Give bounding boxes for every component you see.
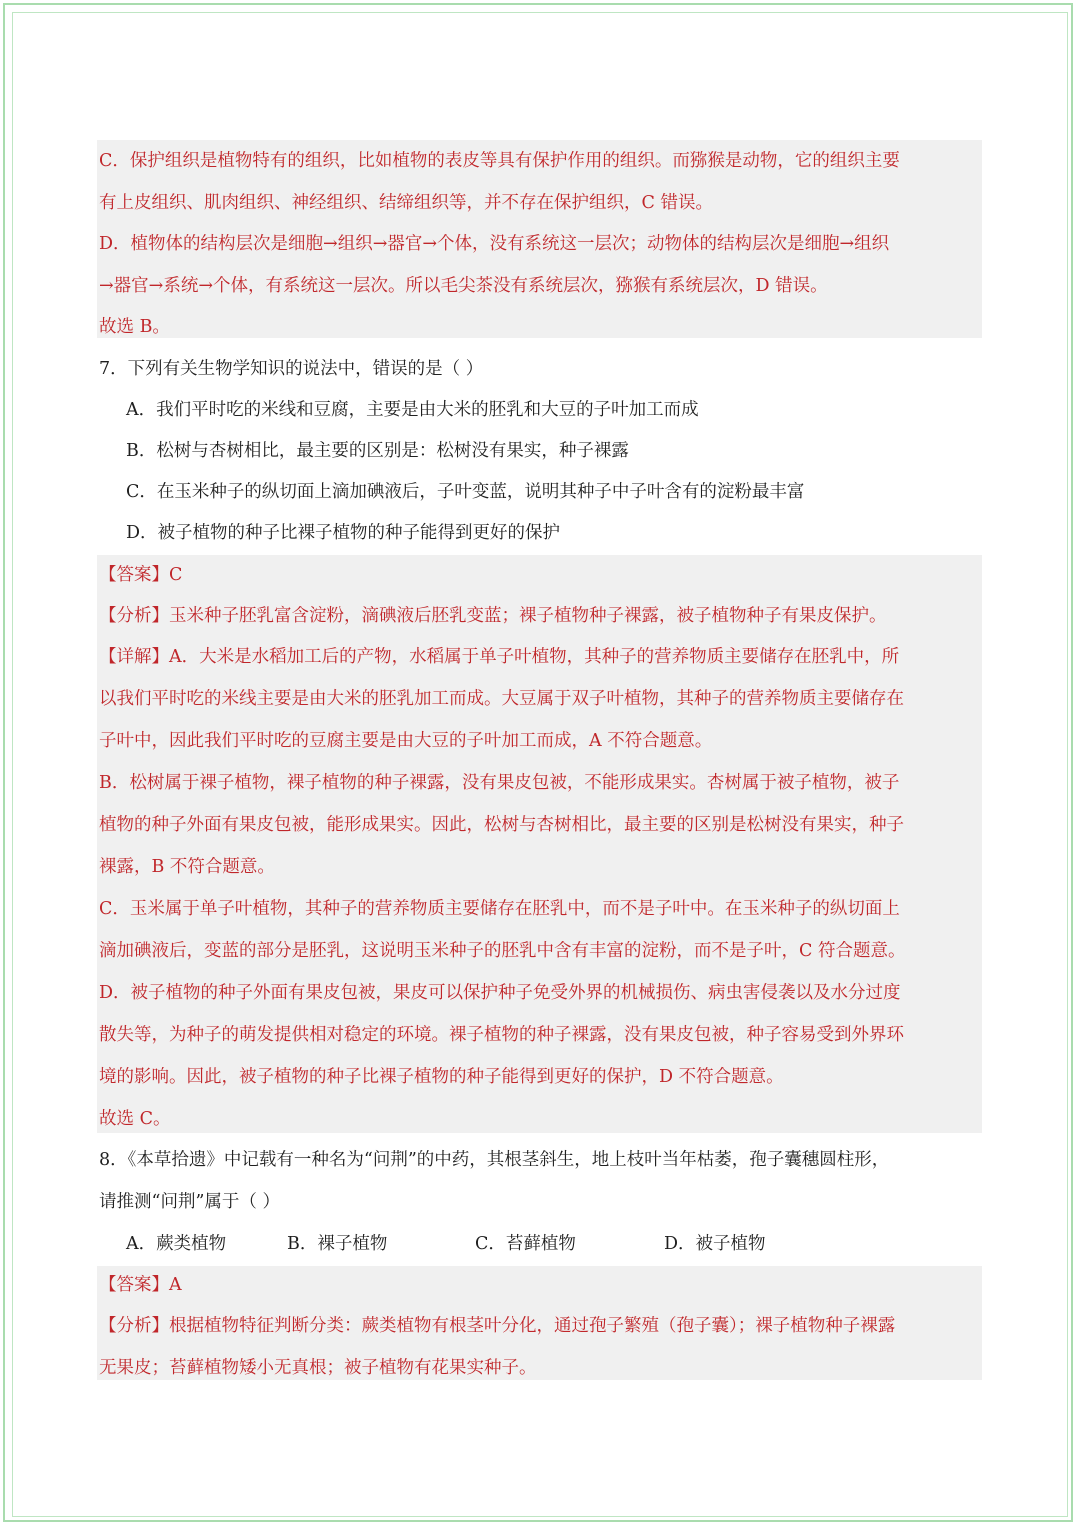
answer8-line-1: 【答案】A	[99, 1275, 182, 1295]
question-8-option-c: C．苔藓植物	[475, 1234, 576, 1254]
question-7-option-b: B．松树与杏树相比，最主要的区别是：松树没有果实，种子裸露	[126, 441, 629, 461]
answer8-line-3: 无果皮；苔藓植物矮小无真根；被子植物有花果实种子。	[99, 1358, 537, 1378]
answer6-line-5: 故选 B。	[99, 317, 170, 337]
answer7-line-13: 境的影响。因此，被子植物的种子比裸子植物的种子能得到更好的保护，D 不符合题意。	[99, 1067, 784, 1087]
answer6-line-2: 有上皮组织、肌肉组织、神经组织、结缔组织等，并不存在保护组织，C 错误。	[99, 193, 713, 213]
answer7-line-11: D．被子植物的种子外面有果皮包被，果皮可以保护种子免受外界的机械损伤、病虫害侵袭以及水分过度	[99, 983, 901, 1003]
answer6-line-3: D．植物体的结构层次是细胞→组织→器官→个体，没有系统这一层次；动物体的结构层次是细胞→组织	[99, 234, 890, 254]
answer6-line-1: C．保护组织是植物特有的组织，比如植物的表皮等具有保护作用的组织。而猕猴是动物，它的组织主要	[99, 151, 900, 171]
question-7-option-c: C．在玉米种子的纵切面上滴加碘液后，子叶变蓝，说明其种子中子叶含有的淀粉最丰富	[126, 482, 805, 502]
question-8-stem-line-2: 请推测“问荆”属于（ ）	[99, 1192, 280, 1212]
question-8-option-d: D．被子植物	[664, 1234, 766, 1254]
answer7-line-4: 以我们平时吃的米线主要是由大米的胚乳加工而成。大豆属于双子叶植物，其种子的营养物质主要储存在	[99, 689, 904, 709]
question-8-option-b: B．裸子植物	[287, 1234, 388, 1254]
answer7-line-2: 【分析】玉米种子胚乳富含淀粉，滴碘液后胚乳变蓝；裸子植物种子裸露，被子植物种子有果皮保护。	[99, 606, 887, 626]
question-7-stem: 7．下列有关生物学知识的说法中，错误的是（ ）	[99, 359, 484, 379]
question-7-option-a: A．我们平时吃的米线和豆腐，主要是由大米的胚乳和大豆的子叶加工而成	[126, 400, 699, 420]
answer6-line-4: →器官→系统→个体，有系统这一层次。所以毛尖茶没有系统层次，猕猴有系统层次，D 错误。	[99, 276, 828, 296]
answer7-line-7: 植物的种子外面有果皮包被，能形成果实。因此，松树与杏树相比，最主要的区别是松树没有果实，种子	[99, 815, 904, 835]
answer8-line-2: 【分析】根据植物特征判断分类：蕨类植物有根茎叶分化，通过孢子繁殖（孢子囊）；裸子植物种子裸露	[99, 1316, 896, 1336]
question-7-option-d: D．被子植物的种子比裸子植物的种子能得到更好的保护	[126, 523, 561, 543]
answer7-line-12: 散失等，为种子的萌发提供相对稳定的环境。裸子植物的种子裸露，没有果皮包被，种子容易受到外界环	[99, 1025, 904, 1045]
answer7-line-1: 【答案】C	[99, 565, 183, 585]
answer7-line-14: 故选 C。	[99, 1109, 171, 1129]
question-8-stem-line-1: 8．《本草拾遗》中记载有一种名为“问荆”的中药，其根茎斜生，地上枝叶当年枯萎，孢子囊穗圆柱形，	[99, 1150, 890, 1170]
question-8-option-a: A．蕨类植物	[126, 1234, 227, 1254]
answer7-line-6: B．松树属于裸子植物，裸子植物的种子裸露，没有果皮包被，不能形成果实。杏树属于被子植物，被子	[99, 773, 900, 793]
answer7-line-5: 子叶中，因此我们平时吃的豆腐主要是由大豆的子叶加工而成，A 不符合题意。	[99, 731, 713, 751]
answer7-line-8: 裸露，B 不符合题意。	[99, 857, 275, 877]
answer7-line-9: C．玉米属于单子叶植物，其种子的营养物质主要储存在胚乳中，而不是子叶中。在玉米种子的纵切面上	[99, 899, 900, 919]
answer7-line-10: 滴加碘液后，变蓝的部分是胚乳，这说明玉米种子的胚乳中含有丰富的淀粉，而不是子叶，C 符合题意。	[99, 941, 906, 961]
answer7-line-3: 【详解】A．大米是水稻加工后的产物，水稻属于单子叶植物，其种子的营养物质主要储存在胚乳中，所	[99, 647, 900, 667]
